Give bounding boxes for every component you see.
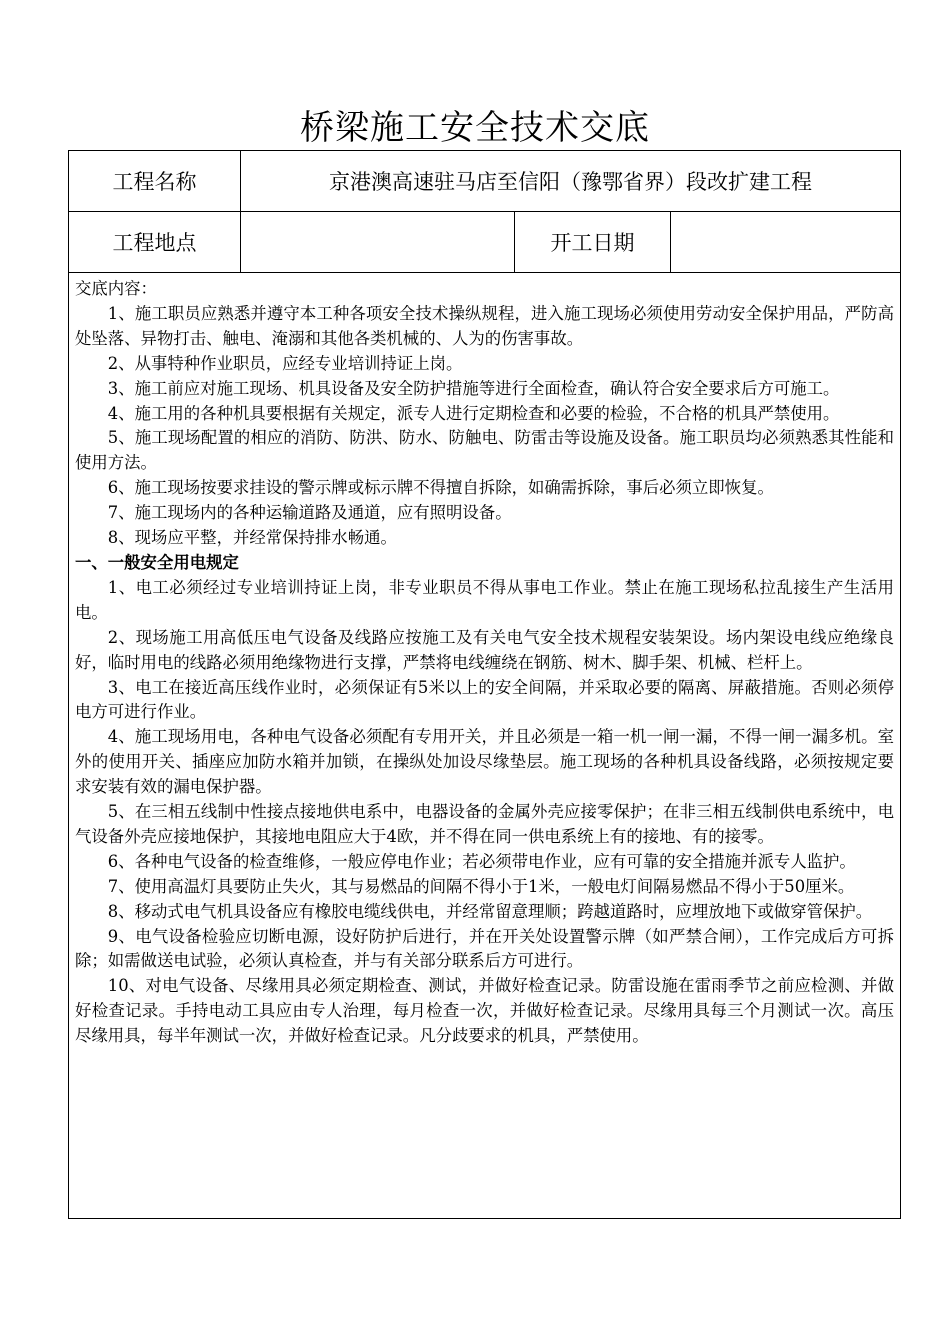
project-name-label: 工程名称 bbox=[69, 151, 241, 211]
intro-item: 7、施工现场内的各种运输道路及通道，应有照明设备。 bbox=[107, 503, 512, 523]
intro-item: 6、施工现场按要求挂设的警示牌或标示牌不得擅自拆除，如确需拆除，事后必须立即恢复。 bbox=[107, 478, 774, 498]
section-item: 9、电气设备检验应切断电源，设好防护后进行，并在开关处设置警示牌（如严禁合闸），工作完成后方可拆除；如需做送电试验，必须认真检查，并与有关部分联系后方可进行。 bbox=[75, 926, 894, 971]
intro-item: 4、施工用的各种机具要根据有关规定，派专人进行定期检查和必要的检验，不合格的机具严禁使用。 bbox=[107, 403, 840, 423]
intro-item: 2、从事特种作业职员，应经专业培训持证上岗。 bbox=[107, 353, 463, 373]
location-value bbox=[241, 212, 515, 272]
intro-item: 3、施工前应对施工现场、机具设备及安全防护措施等进行全面检查，确认符合安全要求后方可施工。 bbox=[107, 378, 840, 398]
section-heading: 一、一般安全用电规定 bbox=[75, 552, 239, 572]
start-date-value bbox=[671, 212, 900, 272]
section-item: 5、在三相五线制中性接点接地供电系中，电器设备的金属外壳应接零保护；在非三相五线制供电系统中，电气设备外壳应接地保护，其接地电阻应大于4欧，并不得在同一供电系统上有的接地、有的接零。 bbox=[75, 802, 894, 846]
intro-item: 8、现场应平整，并经常保持排水畅通。 bbox=[107, 528, 397, 548]
content-label: 交底内容： bbox=[75, 279, 157, 298]
disclosure-table bbox=[68, 150, 901, 1219]
location-row bbox=[69, 212, 900, 273]
intro-item: 5、施工现场配置的相应的消防、防洪、防水、防触电、防雷击等设施及设备。施工职员均必须熟悉其性能和使用方法。 bbox=[75, 428, 894, 473]
intro-item: 1、施工职员应熟悉并遵守本工种各项安全技术操纵规程，进入施工现场必须使用劳动安全保护用品，严防高处坠落、异物打击、触电、淹溺和其他各类机械的、人为的伤害事故。 bbox=[75, 303, 894, 348]
section-item: 10、对电气设备、尽缘用具必须定期检查、测试，并做好检查记录。防雷设施在雷雨季节之前应检测、并做好检查记录。手持电动工具应由专人治理，每月检查一次，并做好检查记录。尽缘用具每三个月测试一次。高压尽缘用具，每半年测试一次，并做好检查记录。凡分歧要求的机具，严禁使用。 bbox=[75, 976, 894, 1046]
section-item: 7、使用高温灯具要防止失火，其与易燃品的间隔不得小于1米，一般电灯间隔易燃品不得小于50厘米。 bbox=[107, 876, 855, 896]
disclosure-content bbox=[75, 277, 894, 1049]
document-title: 桥梁施工安全技术交底 bbox=[300, 108, 650, 148]
section-item: 4、施工现场用电，各种电气设备必须配有专用开关，并且必须是一箱一机一闸一漏，不得一闸一漏多机。室外的使用开关、插座应加防水箱并加锁，在操纵处加设尽缘垫层。施工现场的各种机具设备线路，必须按规定要求安装有效的漏电保护器。 bbox=[75, 727, 894, 797]
section-item: 6、各种电气设备的检查维修，一般应停电作业；若必须带电作业，应有可靠的安全措施并派专人监护。 bbox=[107, 851, 856, 871]
section-item: 2、现场施工用高低压电气设备及线路应按施工及有关电气安全技术规程安装架设。场内架设电线应绝缘良好，临时用电的线路必须用绝缘物进行支撑，严禁将电线缠绕在钢筋、树木、脚手架、机械、栏杆上。 bbox=[75, 627, 894, 672]
start-date-label: 开工日期 bbox=[515, 212, 671, 272]
location-label: 工程地点 bbox=[69, 212, 241, 272]
section-item: 3、电工在接近高压线作业时，必须保证有5米以上的安全间隔，并采取必要的隔离、屏蔽措施。否则必须停电方可进行作业。 bbox=[75, 677, 894, 722]
section-item: 8、移动式电气机具设备应有橡胶电缆线供电，并经常留意理顺；跨越道路时，应埋放地下或做穿管保护。 bbox=[107, 901, 873, 921]
project-name-value: 京港澳高速驻马店至信阳（豫鄂省界）段改扩建工程 bbox=[329, 170, 812, 194]
project-name-row bbox=[69, 151, 900, 212]
section-item: 1、电工必须经过专业培训持证上岗，非专业职员不得从事电工作业。禁止在施工现场私拉乱接生产生活用电。 bbox=[75, 577, 894, 622]
